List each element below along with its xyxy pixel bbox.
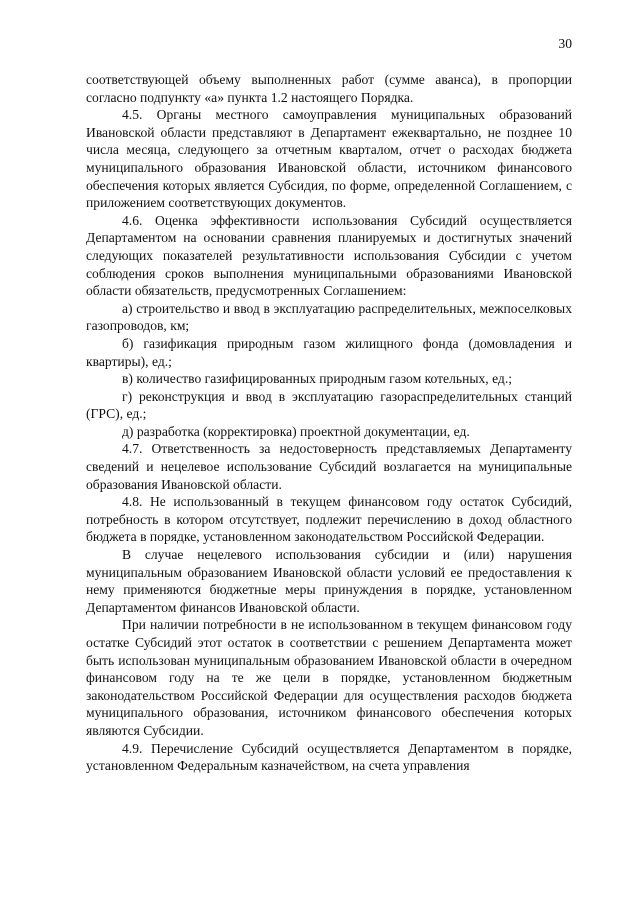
paragraph-4-6: 4.6. Оценка эффективности использования Субсидий осуществляется Департаментом на основании сравнения планируемых и достигнутых значений следующих показателей результативности использования Субсидии с учетом соблюдения сроков выполнения муниципальными образованиями Ивановской области обязательств, предусмотренных Соглашением: (86, 212, 572, 299)
list-item-g: г) реконструкция и ввод в эксплуатацию газораспределительных станций (ГРС), ед.; (86, 388, 572, 422)
paragraph-4-5: 4.5. Органы местного самоуправления муниципальных образований Ивановской области представляют в Департамент ежеквартально, не позднее 10 числа месяца, следующего за отчетным кварталом, отчет о расходах бюджета муниципального образования Ивановской области, источником финансового обеспечения которых является Субсидия, по форме, определенной Соглашением, с приложением соответствующих документов. (86, 107, 572, 211)
list-item-a: а) строительство и ввод в эксплуатацию распределительных, межпоселковых газопроводов, км; (86, 300, 572, 334)
list-item-d: д) разработка (корректировка) проектной документации, ед. (122, 423, 470, 439)
paragraph-misuse: В случае нецелевого использования субсидии и (или) нарушения муниципальным образованием Ивановской области условий ее предоставления к нему применяются бюджетные меры принуждения в порядке, установленном Департаментом финансов Ивановской области. (86, 547, 572, 615)
paragraph-4-8: 4.8. Не использованный в текущем финансовом году остаток Субсидий, потребность в котором отсутствует, подлежит перечислению в доход областного бюджета в порядке, установленном законодательством Российской Федерации. (86, 494, 572, 545)
paragraph-4-9: 4.9. Перечисление Субсидий осуществляется Департаментом в порядке, установленном Федеральным казначейством, на счета управления (86, 740, 572, 774)
paragraph-continuation: соответствующей объему выполненных работ (сумме аванса), в пропорции согласно подпункту «а» пункта 1.2 настоящего Порядка. (86, 72, 572, 105)
paragraph-remainder: При наличии потребности в не использованном в текущем финансовом году остатке Субсидий этот остаток в соответствии с решением Департамента может быть использован муниципальным образованием Ивановской области в очередном финансовом году на те же цели в порядке, установленном бюджетным законодательством Российской Федерации для осуществления расходов бюджета муниципального образования, источником финансового обеспечения которых являются Субсидии. (86, 617, 572, 738)
page-number: 30 (558, 36, 572, 51)
document-body (86, 71, 572, 775)
list-item-b: б) газификация природным газом жилищного фонда (домовладения и квартиры), ед.; (86, 335, 572, 369)
list-item-v: в) количество газифицированных природным газом котельных, ед.; (122, 371, 513, 387)
paragraph-4-7: 4.7. Ответственность за недостоверность представляемых Департаменту сведений и нецелевое использование Субсидий возлагается на муниципальные образования Ивановской области. (86, 441, 572, 492)
